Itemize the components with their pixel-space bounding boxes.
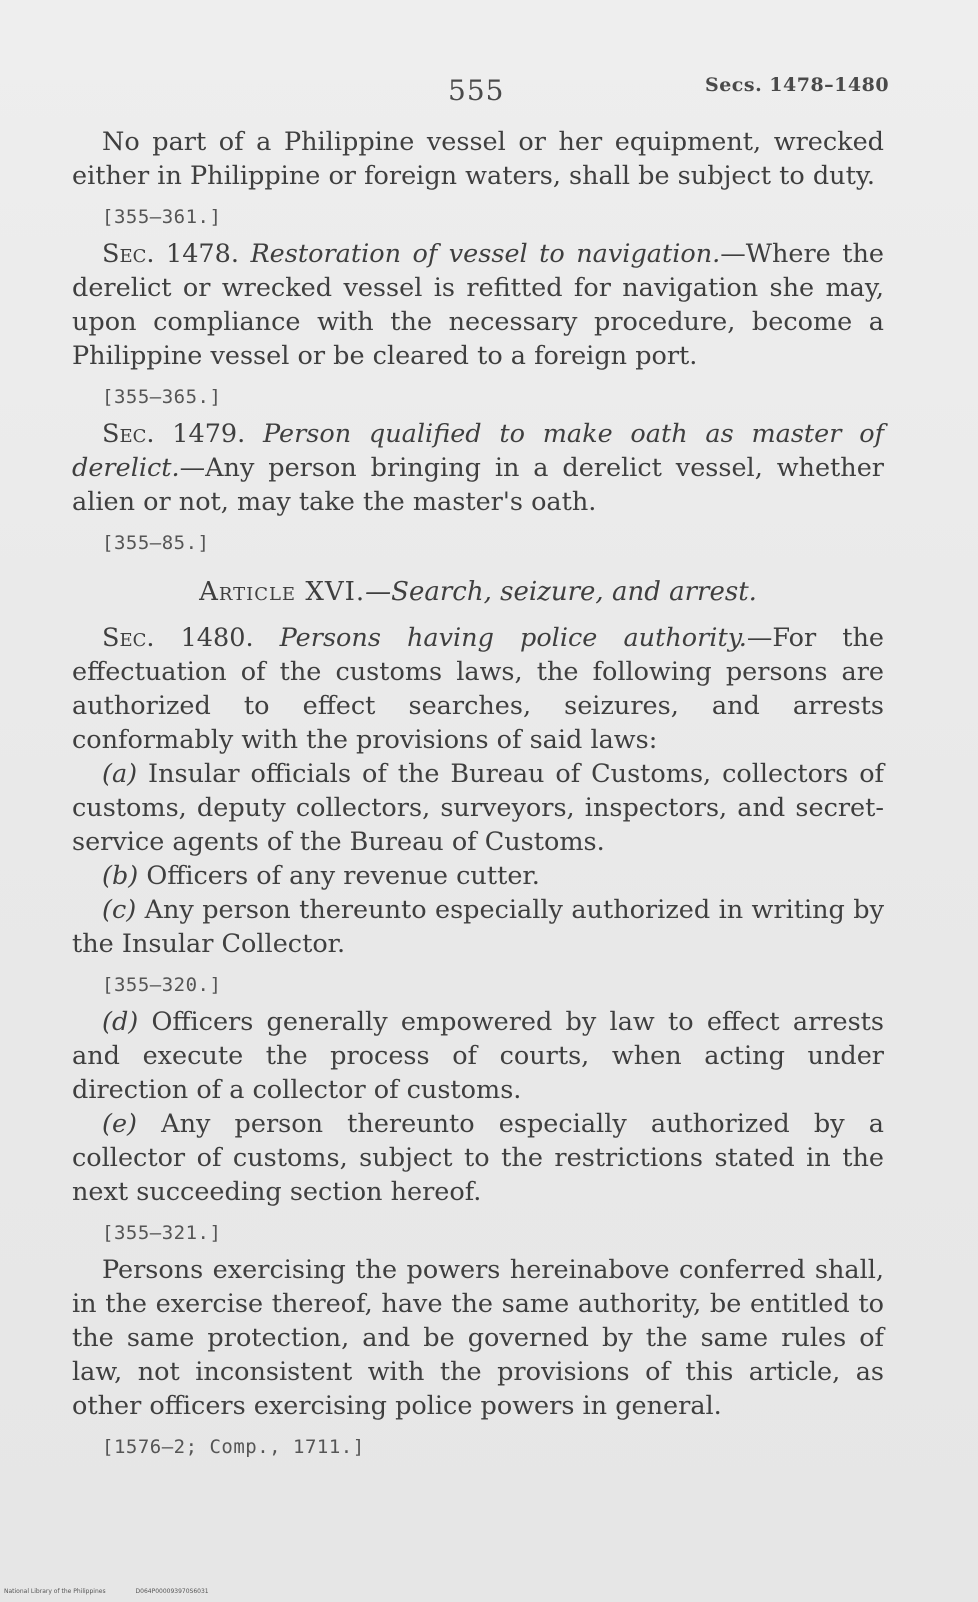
intro-paragraph: No part of a Philippine vessel or her equipment, wrecked either in Philippine or foreign waters, shall be subject to duty. xyxy=(72,127,884,191)
running-head: Secs. 1478–1480 xyxy=(705,74,890,96)
section-label: Sec. 1478. xyxy=(102,239,239,269)
page-header xyxy=(0,66,978,114)
item-text: Officers generally empowered by law to effect arrests and execute the process of courts, when acting under direction of a collector of customs. xyxy=(72,1007,884,1105)
citation: [355—361.] xyxy=(102,206,222,228)
citation: [1576—2; Comp., 1711.] xyxy=(102,1436,365,1458)
section-text: —Any person bringing in a derelict vessel, whether alien or not, may take the master's oath. xyxy=(72,453,884,517)
article-heading xyxy=(72,575,884,609)
section-caption: Restoration of vessel to navigation. xyxy=(250,239,721,269)
section-label: Sec. 1480. xyxy=(102,623,254,653)
section-text: —Where the derelict or wrecked vessel is refitted for navigation she may, upon compliance with the necessary procedure, become a Philippine vessel or be cleared to a foreign port. xyxy=(72,239,885,371)
page-body xyxy=(72,125,884,1467)
citation: [355—321.] xyxy=(102,1222,222,1244)
list-item-d xyxy=(72,1005,884,1107)
item-letter: (b) xyxy=(102,861,139,891)
page-number: 555 xyxy=(448,74,505,107)
section-caption: Person qualified to make oath as master of derelict. xyxy=(72,419,885,483)
closing-paragraph: Persons exercising the powers hereinabove conferred shall, in the exercise thereof, have the same authority, be entitled to the same protection, and be governed by the same rules of law, not inconsistent with the provisions of this article, as other officers exercising police powers in general. xyxy=(72,1255,884,1421)
list-item-c xyxy=(72,893,884,961)
citation: [355—85.] xyxy=(102,532,210,554)
library-credit: National Library of the Philippines xyxy=(4,1588,106,1595)
item-text: Any person thereunto especially authorized in writing by the Insular Collector. xyxy=(72,895,885,959)
item-letter: (a) xyxy=(102,759,138,789)
citation: [355—365.] xyxy=(102,386,222,408)
section-1480 xyxy=(72,621,884,757)
section-text: —For the effectuation of the customs laws, the following persons are authorized to effect searches, seizures, and arrests conformably with the provisions of said laws: xyxy=(72,623,885,755)
section-1479 xyxy=(72,417,884,519)
citation: [355—320.] xyxy=(102,974,222,996)
item-letter: (c) xyxy=(102,895,137,925)
document-id: D064P000093970S6031 xyxy=(135,1588,209,1595)
section-caption: Persons having police authority. xyxy=(279,623,747,653)
list-item-e xyxy=(72,1107,884,1209)
scan-footer xyxy=(4,1588,237,1595)
section-label: Sec. 1479. xyxy=(102,419,246,449)
list-item-a xyxy=(72,757,884,859)
item-text: Officers of any revenue cutter. xyxy=(146,861,540,891)
article-title: —Search, seizure, and arrest. xyxy=(365,577,757,607)
section-1478 xyxy=(72,237,884,373)
item-text: Insular officials of the Bureau of Customs, collectors of customs, deputy collectors, surveyors, inspectors, and secret-service agents of the Bureau of Customs. xyxy=(72,759,884,857)
list-item-b xyxy=(72,859,884,893)
item-text: Any person thereunto especially authorized by a collector of customs, subject to the restrictions stated in the next succeeding section hereof. xyxy=(72,1109,884,1207)
article-label: Article XVI. xyxy=(199,577,366,607)
item-letter: (e) xyxy=(102,1109,137,1139)
item-letter: (d) xyxy=(102,1007,139,1037)
